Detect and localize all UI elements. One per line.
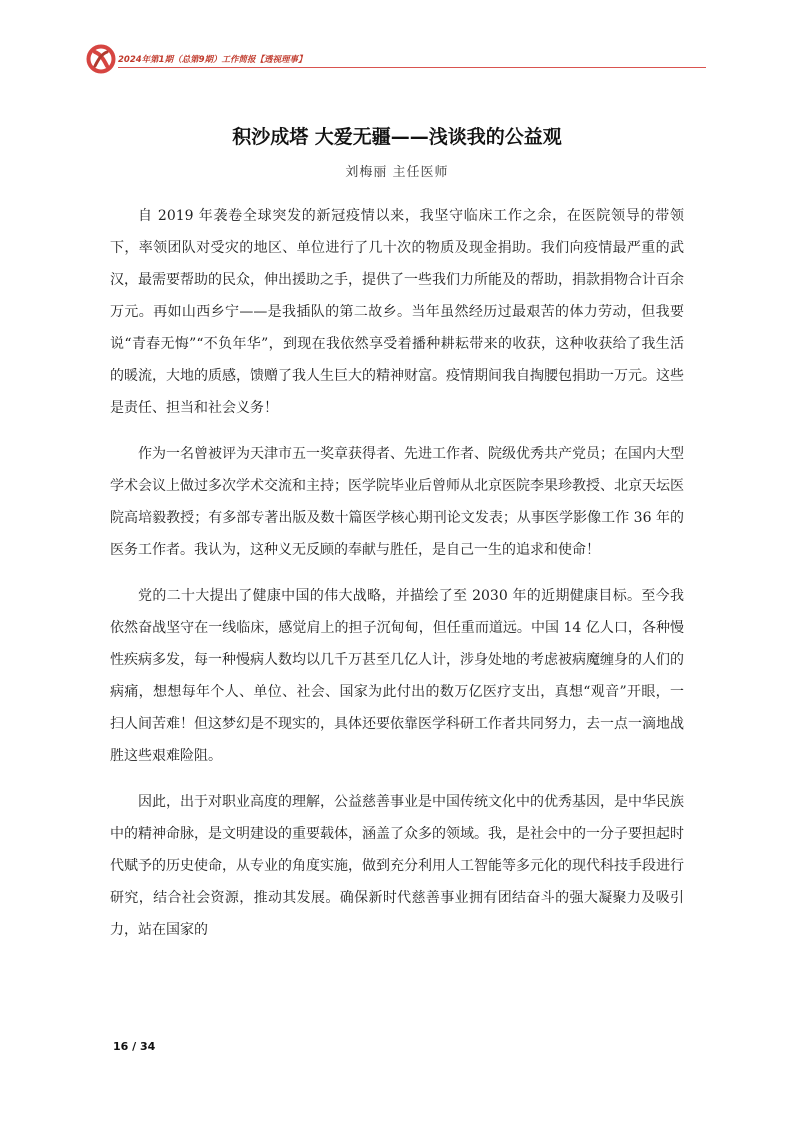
article-body	[110, 200, 684, 960]
paragraph-4: 因此，出于对职业高度的理解，公益慈善事业是中国传统文化中的优秀基因，是中华民族中的精神命脉，是文明建设的重要载体，涵盖了众多的领域。我，是社会中的一分子要担起时代赋予的历史使命，从专业的角度实施，做到充分利用人工智能等多元化的现代科技手段进行研究，结合社会资源，推动其发展。确保新时代慈善事业拥有团结奋斗的强大凝聚力及吸引力，站在国家的	[110, 794, 684, 938]
page-number: 16 / 34	[113, 1040, 156, 1053]
article-title: 积沙成塔 大爱无疆——浅谈我的公益观	[232, 126, 562, 148]
red-ribbon-logo-icon	[86, 44, 116, 74]
header-divider	[118, 67, 706, 68]
page-header	[86, 44, 706, 74]
header-title: 2024年第1期（总第9期）工作简报【透视理事】	[118, 55, 307, 65]
paragraph-1: 自 2019 年袭卷全球突发的新冠疫情以来，我坚守临床工作之余，在医院领导的带领下，率领团队对受灾的地区、单位进行了几十次的物质及现金捐助。我们向疫情最严重的武汉，最需要帮助的民众，伸出援助之手，提供了一些我们力所能及的帮助，捐款捐物合计百余万元。再如山西乡宁——是我插队的第二故乡。当年虽然经历过最艰苦的体力劳动，但我要说“青春无悔”“不负年华”，到现在我依然享受着播种耕耘带来的收获，这种收获给了我生活的暖流，大地的质感，馈赠了我人生巨大的精神财富。疫情期间我自掏腰包捐助一万元。这些是责任、担当和社会义务！	[110, 208, 684, 416]
paragraph-2: 作为一名曾被评为天津市五一奖章获得者、先进工作者、院级优秀共产党员；在国内大型学术会议上做过多次学术交流和主持；医学院毕业后曾师从北京医院李果珍教授、北京天坛医院高培毅教授；有多部专著出版及数十篇医学核心期刊论文发表；从事医学影像工作 36 年的医务工作者。我认为，这种义无反顾的奉献与胜任，是自己一生的追求和使命！	[110, 446, 684, 558]
paragraph-3: 党的二十大提出了健康中国的伟大战略，并描绘了至 2030 年的近期健康目标。至今我依然奋战坚守在一线临床，感觉肩上的担子沉甸甸，但任重而道远。中国 14 亿人口，各种慢性疾病多发，每一种慢病人数均以几千万甚至几亿人计，涉身处地的考虑被病魔缠身的人们的病痛，想想每年个人、单位、社会、国家为此付出的数万亿医疗支出，真想“观音”开眼，一扫人间苦难！但这梦幻是不现实的，具体还要依靠医学科研工作者共同努力，去一点一滴地战胜这些艰难险阻。	[110, 588, 684, 764]
article-author: 刘梅丽 主任医师	[345, 165, 449, 180]
